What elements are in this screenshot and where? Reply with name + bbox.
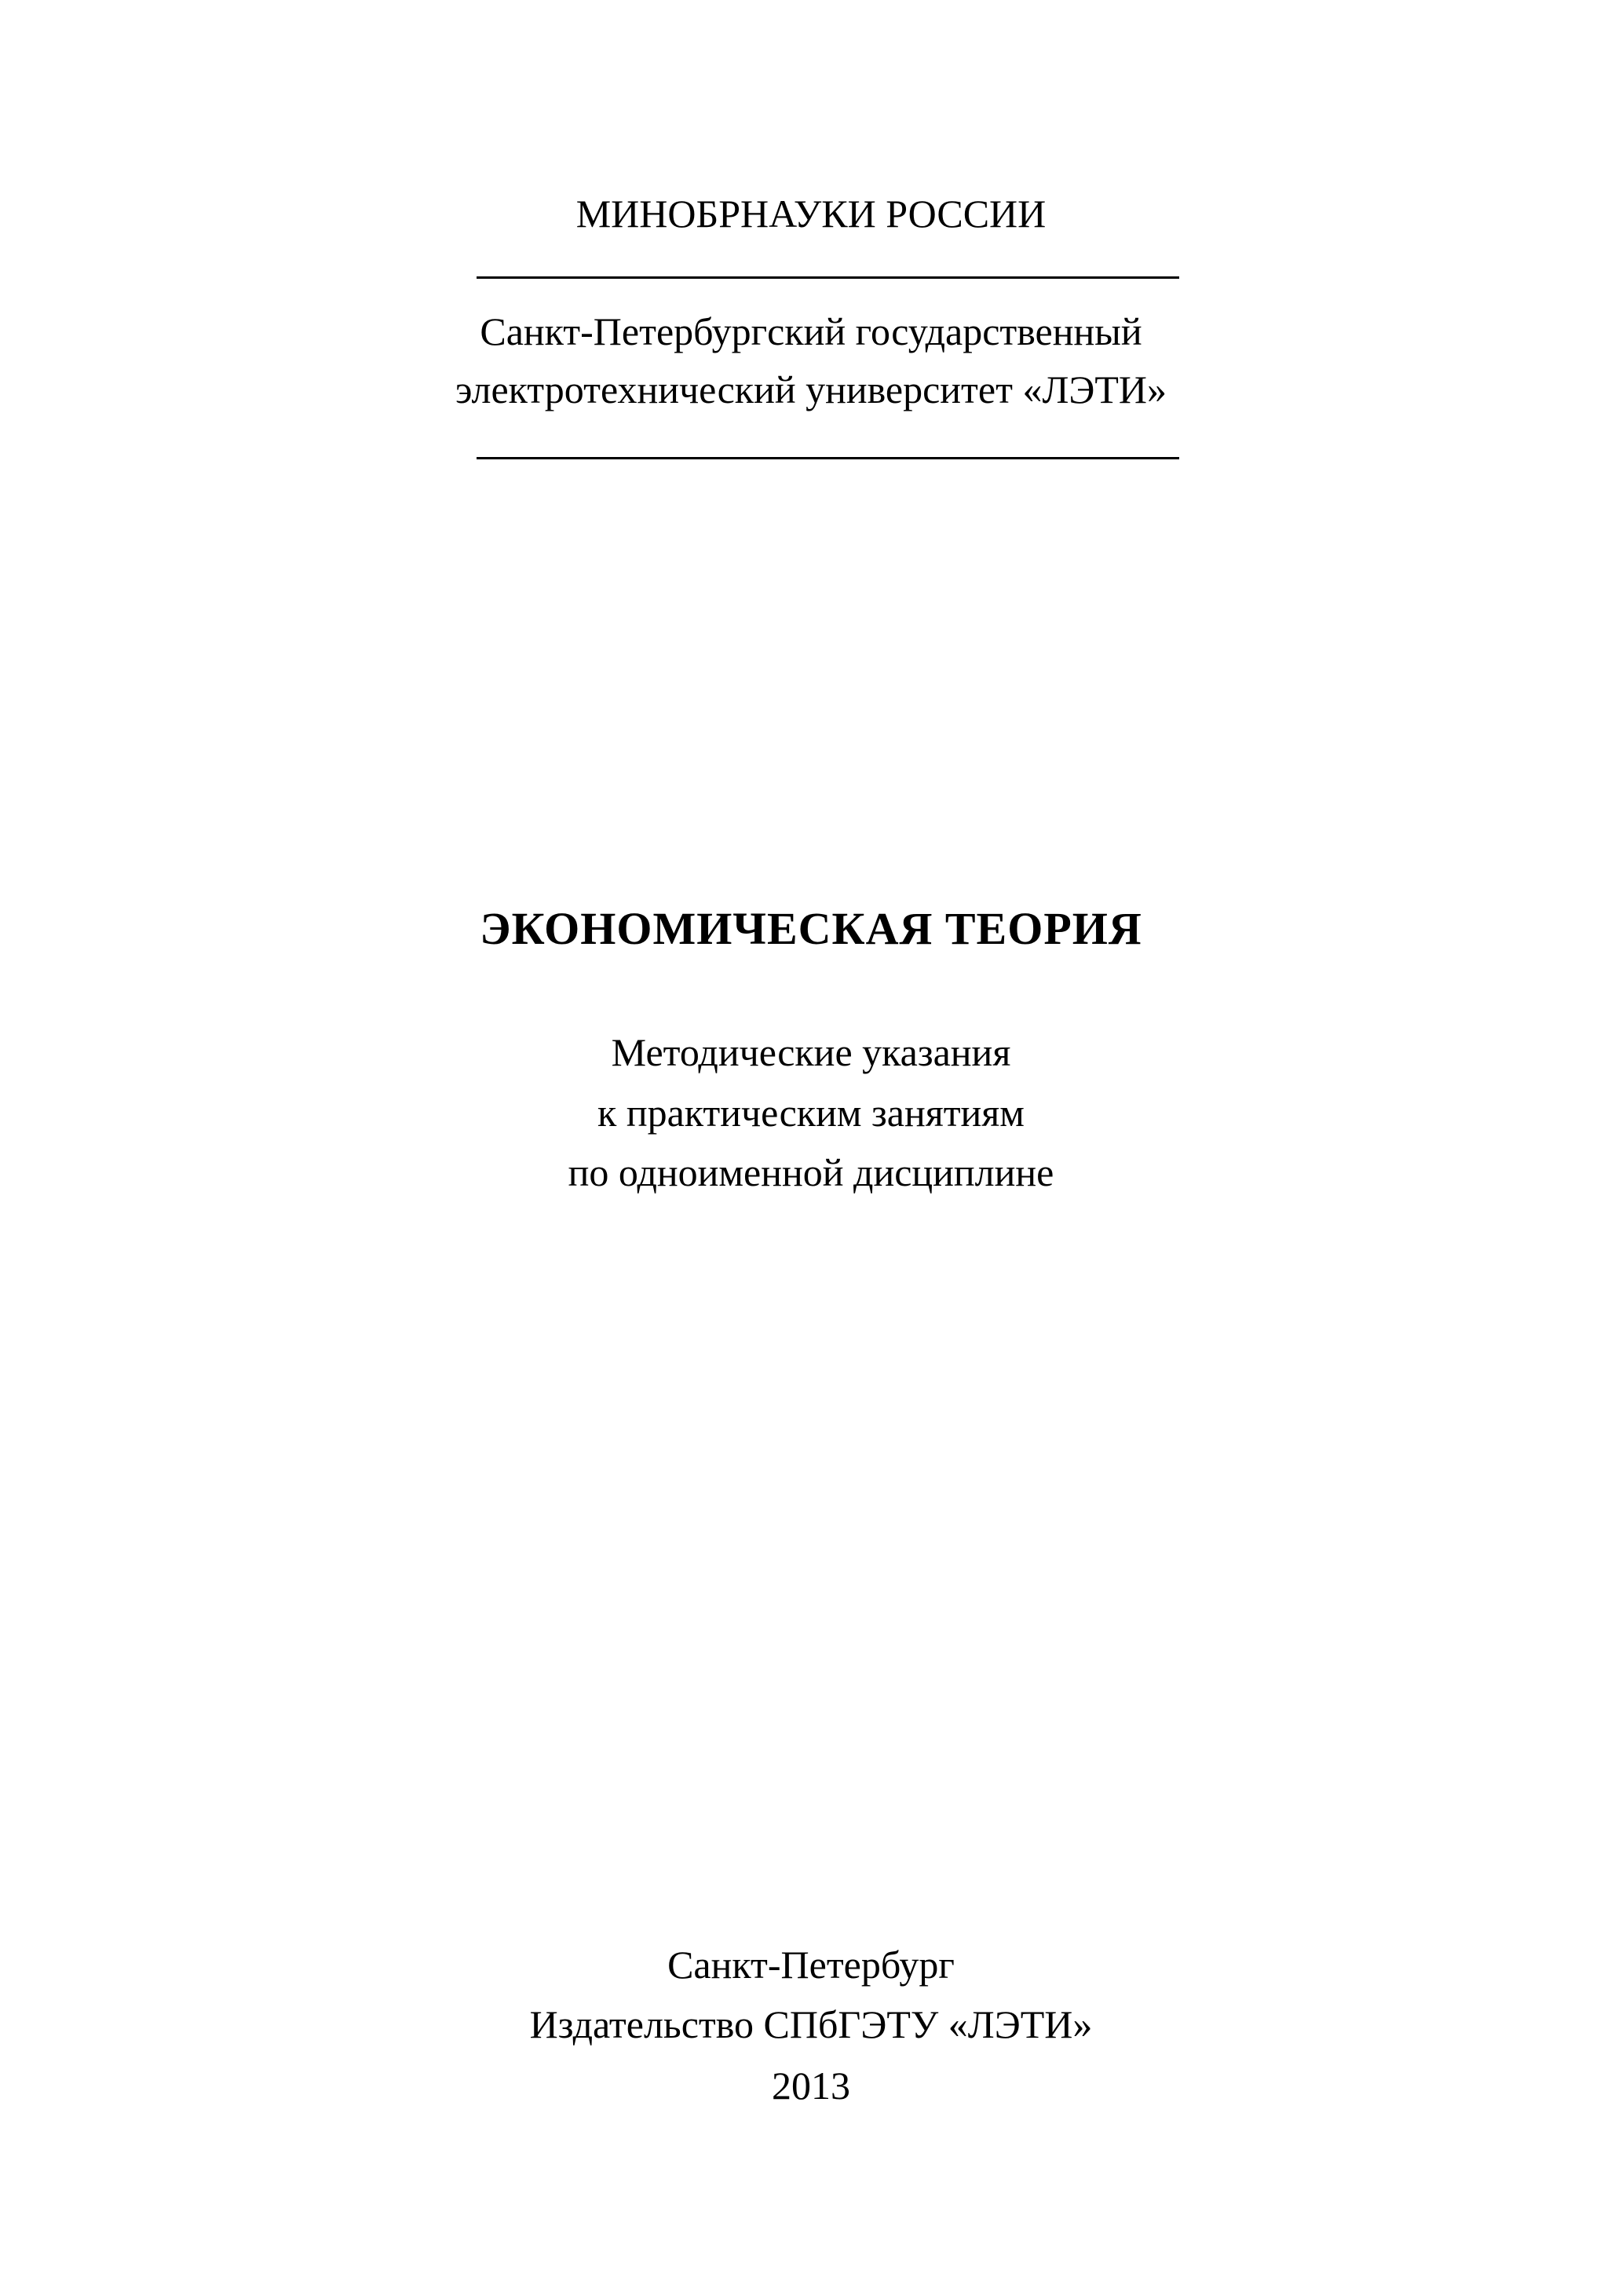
- university-name-line-2: электротехнический университет «ЛЭТИ»: [455, 367, 1167, 411]
- publication-city: Санкт-Петербург: [667, 1943, 955, 1987]
- publisher-name: Издательство СПбГЭТУ «ЛЭТИ»: [529, 2002, 1093, 2046]
- university-name-line-1: Санкт-Петербургский государственный: [480, 309, 1142, 353]
- subtitle-line-1: Методические указания: [611, 1030, 1011, 1074]
- document-title: ЭКОНОМИЧЕСКАЯ ТЕОРИЯ: [480, 903, 1142, 954]
- subtitle-line-3: по одноименной дисциплине: [568, 1150, 1054, 1194]
- header-rule-top: [477, 276, 1179, 279]
- header-rule-bottom: [477, 457, 1179, 459]
- ministry-name: МИНОБРНАУКИ РОССИИ: [575, 192, 1047, 236]
- subtitle-line-2: к практическим занятиям: [597, 1091, 1025, 1135]
- publication-year: 2013: [772, 2064, 850, 2108]
